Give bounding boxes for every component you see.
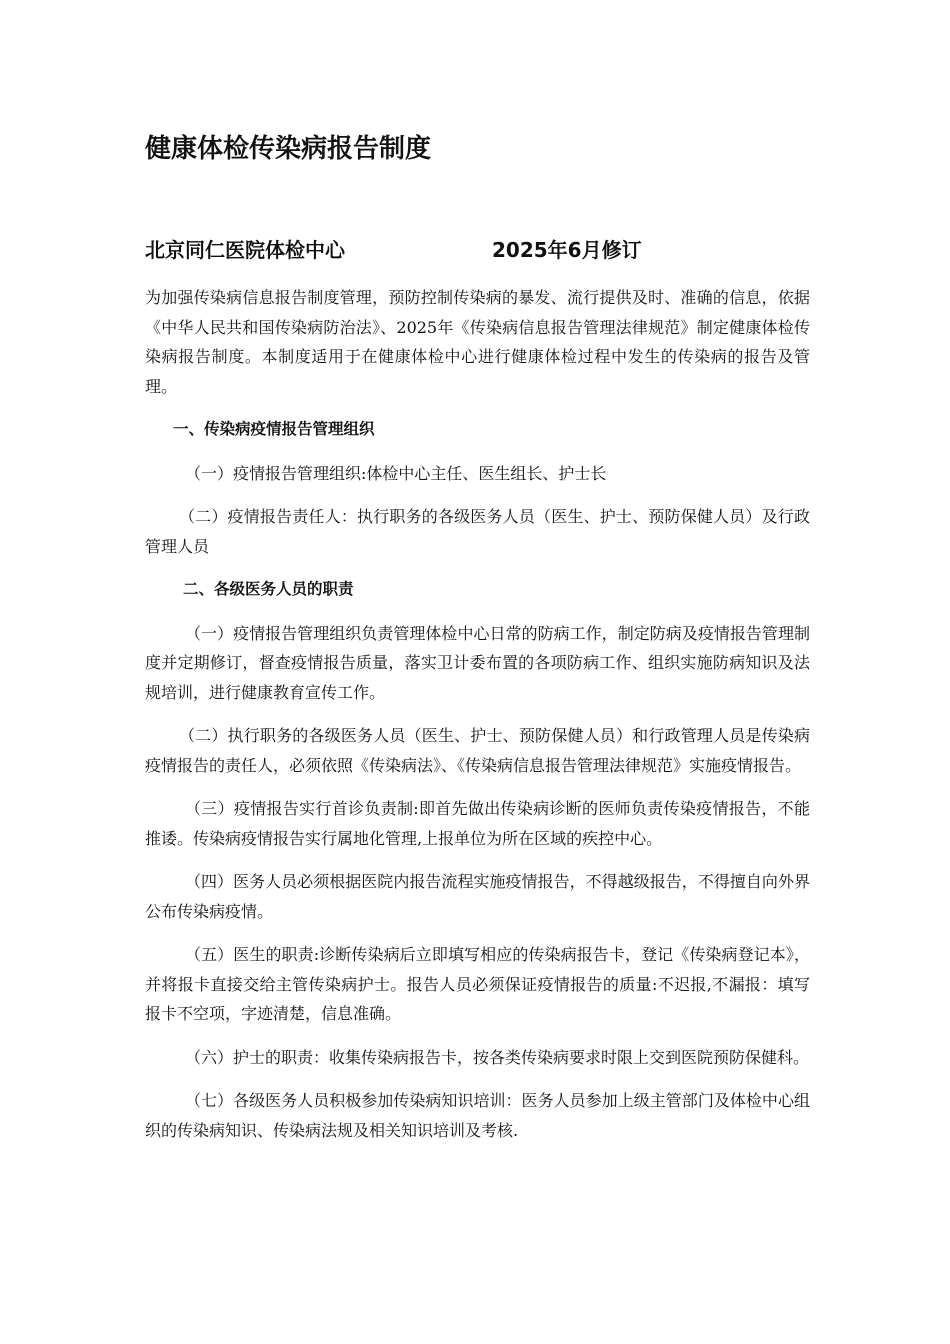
section-heading-organization: 一、传染病疫情报告管理组织 — [173, 420, 375, 438]
section2-item-5: （五）医生的职责:诊断传染病后立即填写相应的传染病报告卡，登记《传染病登记本》，并将报卡直接交给主管传染病护士。报告人员必须保证疫情报告的质量:不迟报,不漏报：填写报卡不空项，字迹清楚，信息准确。 — [145, 945, 810, 1023]
section-heading-duties: 二、各级医务人员的职责 — [183, 580, 354, 598]
revision-date: 2025年6月修订 — [492, 238, 642, 262]
section1-item-1: （一）疫情报告管理组织:体检中心主任、医生组长、护士长 — [185, 463, 607, 483]
section2-item-2: （二）执行职务的各级医务人员（医生、护士、预防保健人员）和行政管理人员是传染病疫情报告的责任人，必须依照《传染病法》、《传染病信息报告管理法律规范》实施疫情报告。 — [145, 726, 810, 775]
document-body — [145, 283, 810, 1159]
section2-item-6: （六）护士的职责：收集传染病报告卡，按各类传染病要求时限上交到医院预防保健科。 — [185, 1047, 810, 1067]
section2-item-1: （一）疫情报告管理组织负责管理体检中心日常的防病工作，制定防病及疫情报告管理制度并定期修订，督查疫情报告质量，落实卫计委布置的各项防病工作、组织实施防病知识及法规培训，进行健康教育宣传工作。 — [145, 623, 810, 702]
document-title: 健康体检传染病报告制度 — [145, 134, 432, 164]
document-subheader — [145, 234, 810, 266]
organization-name: 北京同仁医院体检中心 — [145, 238, 345, 262]
section2-item-7: （七）各级医务人员积极参加传染病知识培训：医务人员参加上级主管部门及体检中心组织的传染病知识、传染病法规及相关知识培训及考核. — [145, 1091, 810, 1140]
intro-paragraph: 为加强传染病信息报告制度管理，预防控制传染病的暴发、流行提供及时、准确的信息，依据《中华人民共和国传染病防治法》、2025年《传染病信息报告管理法律规范》制定健康体检传染病报告制度。本制度适用于在健康体检中心进行健康体检过程中发生的传染病的报告及管理。 — [145, 288, 810, 396]
section1-item-2: （二）疫情报告责任人：执行职务的各级医务人员（医生、护士、预防保健人员）及行政管理人员 — [145, 507, 810, 556]
section2-item-3: （三）疫情报告实行首诊负责制:即首先做出传染病诊断的医师负责传染疫情报告，不能推诿。传染病疫情报告实行属地化管理,上报单位为所在区域的疾控中心。 — [145, 799, 810, 848]
section2-item-4: （四）医务人员必须根据医院内报告流程实施疫情报告，不得越级报告，不得擅自向外界公布传染病疫情。 — [145, 872, 810, 921]
